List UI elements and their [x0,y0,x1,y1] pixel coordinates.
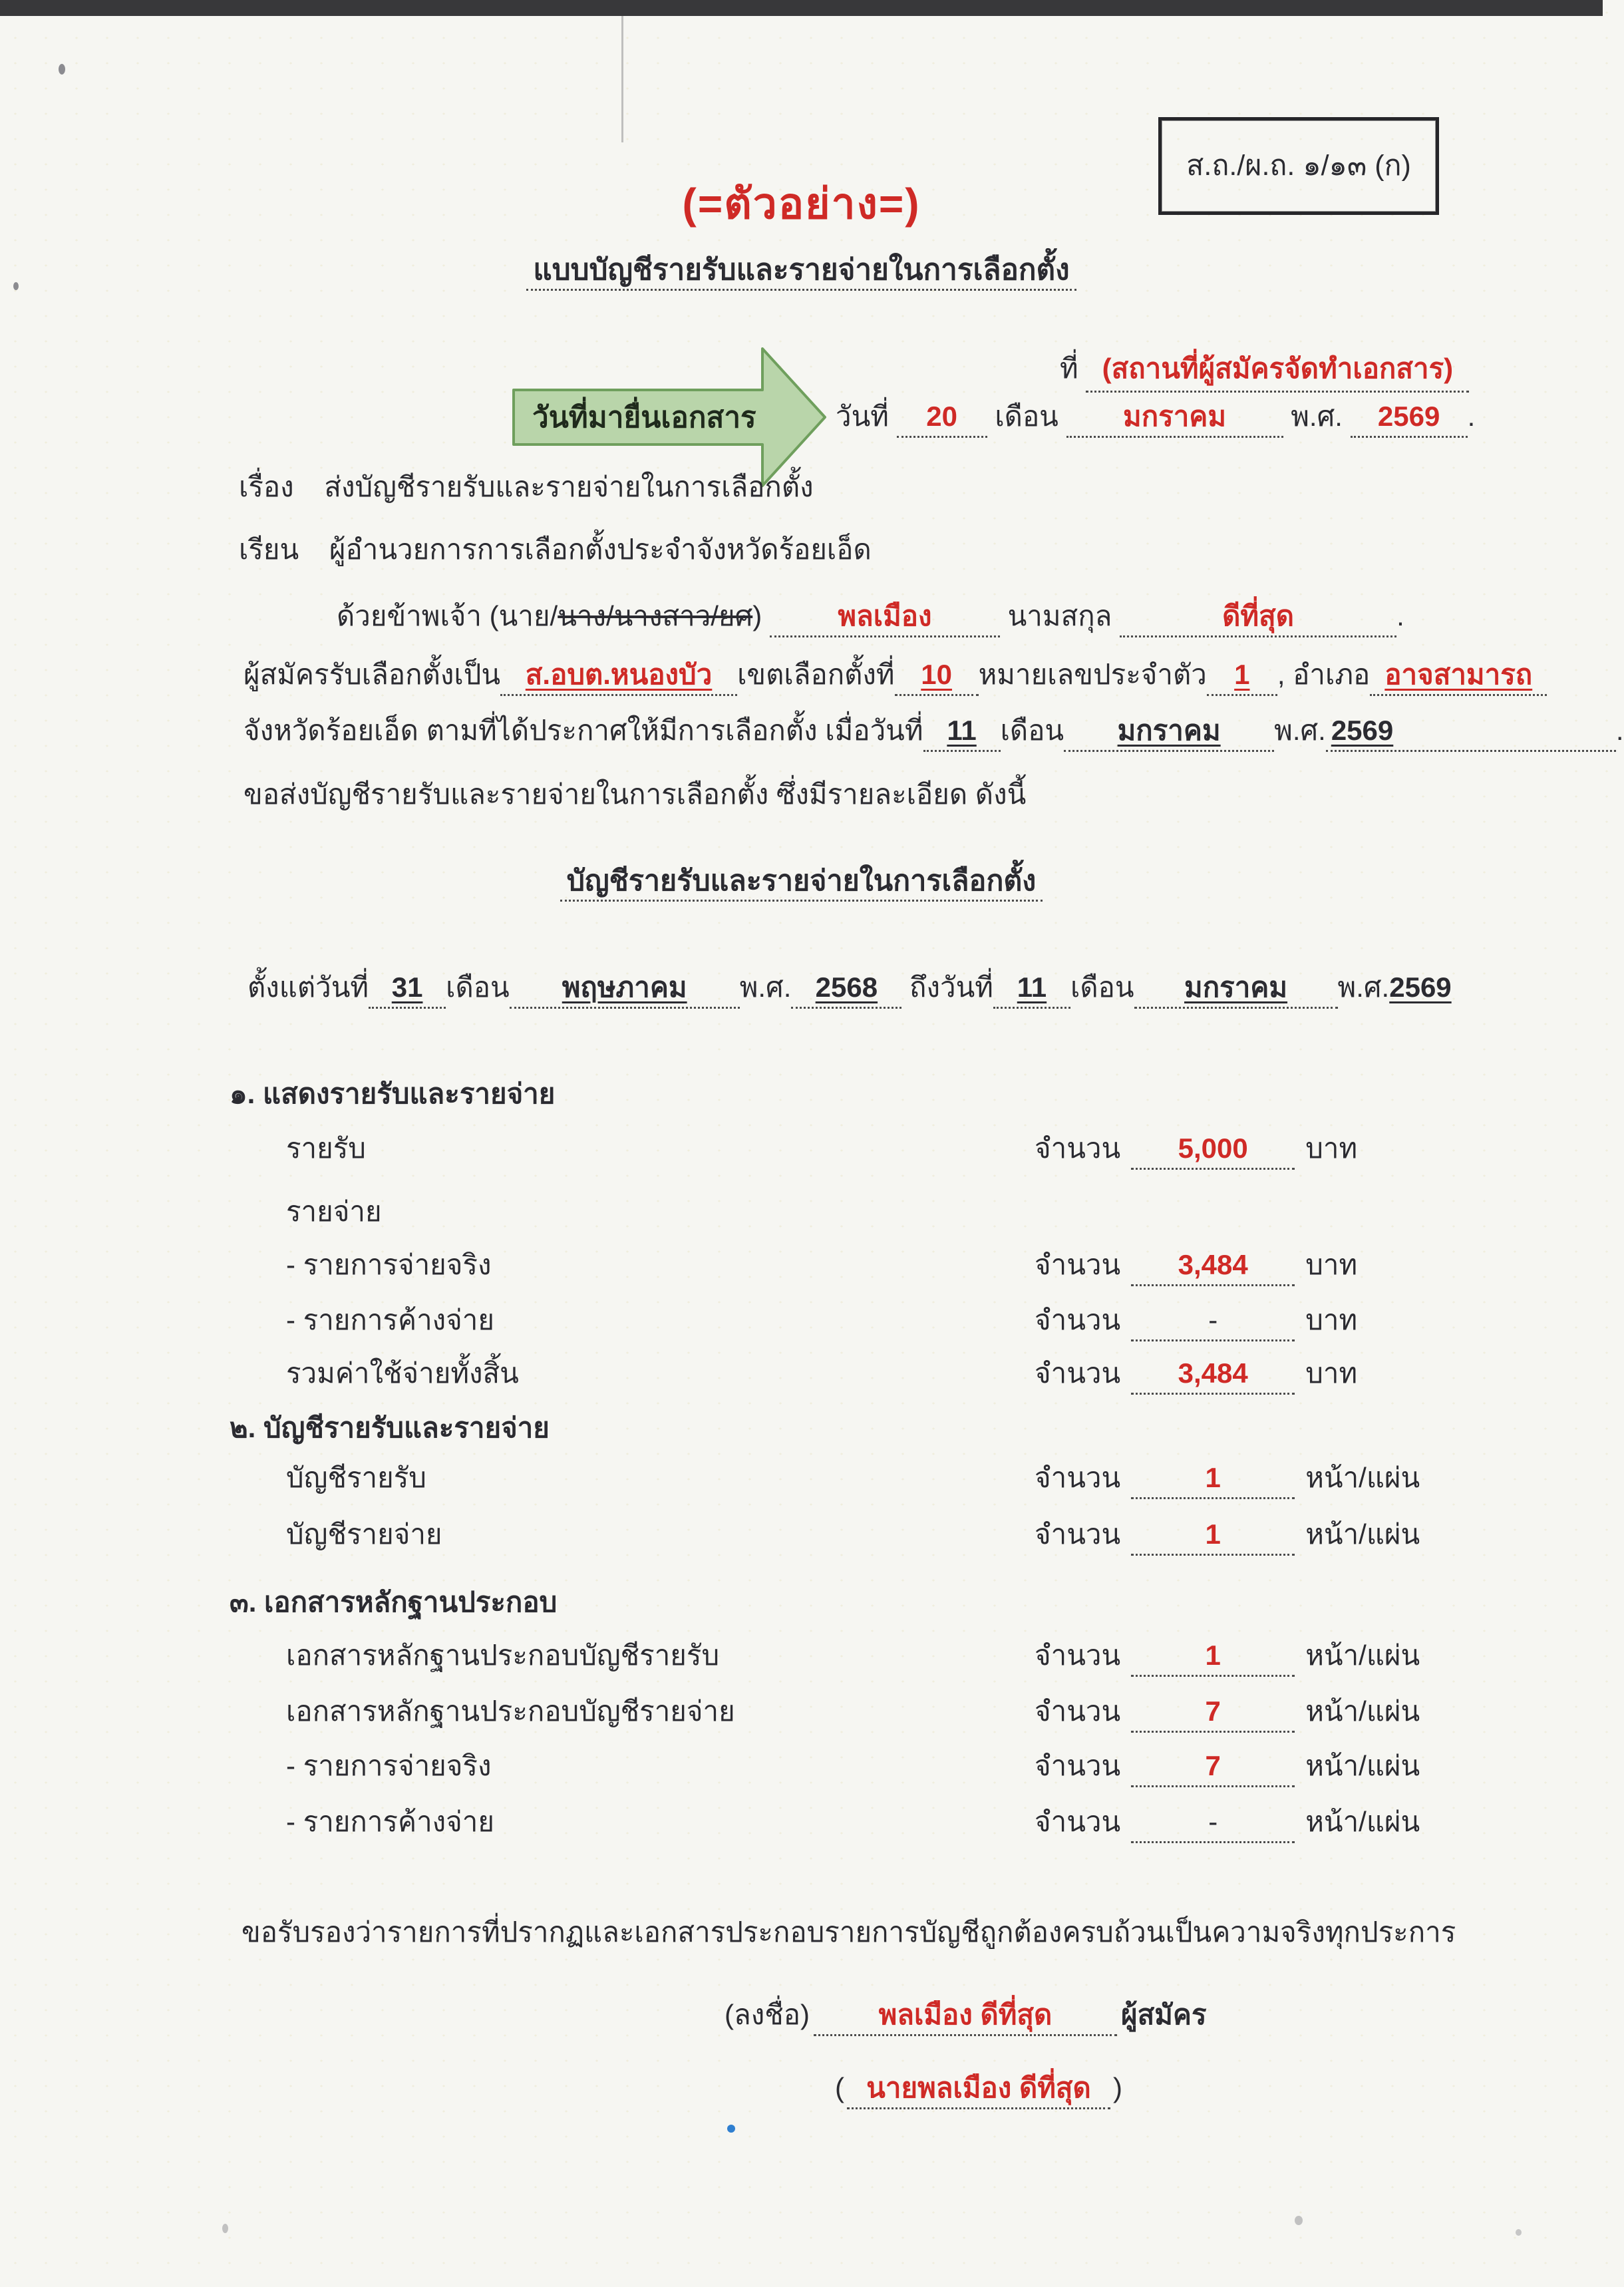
declarant-struck-titles: นาง/นางสาว/ยศ [558,600,753,631]
amount-label: จำนวน [1035,1249,1121,1280]
name-close-paren: ) [1113,2072,1122,2103]
period-from-year: 2568 [815,971,878,1003]
row-label-income: รายรับ [286,1133,366,1164]
date-month-value: มกราคม [1123,401,1227,432]
row-amount-total [1035,1356,1357,1395]
account-heading [0,864,1603,900]
amount-unit: หน้า/แผ่น [1305,1462,1420,1493]
first-name-value: พลเมือง [838,600,932,631]
row-label-paid: - รายการจ่ายจริง [286,1249,492,1280]
form-code: ส.ถ./ผ.ถ. ๑/๑๓ (ก) [1186,149,1411,182]
period-from-label: ตั้งแต่วันที่ [247,971,369,1003]
surname-value: ดีที่สุด [1222,600,1294,631]
date-month-label: เดือน [995,401,1058,432]
period-month-label2: เดือน [1070,971,1134,1003]
date-year-fill [1351,399,1468,438]
amount-unit: หน้า/แผ่น [1305,1518,1420,1550]
row-label-income-ledger: บัญชีรายรับ [286,1462,426,1493]
p1-tail: . [1396,600,1404,631]
candidacy-line [244,657,1547,696]
row-amount-paid-evidence [1035,1749,1420,1787]
amount-value: 7 [1205,1695,1221,1727]
declarant-pre: ด้วยข้าพเจ้า (นาย/ [337,600,558,631]
amount-fill [1131,1461,1295,1499]
signature-fill [814,1998,1117,2036]
district-label: เขตเลือกตั้งที่ [737,659,895,690]
row-label-expense: รายจ่าย [286,1196,382,1227]
closing-line: ขอส่งบัญชีรายรับและรายจ่ายในการเลือกตั้ง ซึ่งมีรายละเอียด ดังนี้ [244,779,1027,810]
amount-fill [1131,1356,1295,1395]
amount-unit: บาท [1305,1249,1358,1280]
scan-speck [1295,2216,1303,2225]
date-day-value: 20 [926,401,958,432]
to-text: ผู้อำนวยการการเลือกตั้งประจำจังหวัดร้อยเอ็ด [329,534,872,565]
row-label-income-evidence: เอกสารหลักฐานประกอบบัญชีรายรับ [286,1640,720,1671]
section-3-title: ๓. เอกสารหลักฐานประกอบ [230,1586,558,1618]
amount-fill [1131,1131,1295,1170]
period-from-month-fill [510,970,740,1009]
subject-label: เรื่อง [239,471,294,502]
announce-year-fill [1326,713,1616,752]
submission-date-line [836,399,1475,438]
announce-day-value: 11 [947,715,977,746]
amount-label: จำนวน [1035,1695,1121,1727]
place-label: ที่ [1060,353,1078,384]
amount-label: จำนวน [1035,1750,1121,1781]
period-year-label1: พ.ศ. [739,971,792,1003]
printed-name-fill [847,2071,1110,2109]
scan-artifact-line [621,16,623,142]
p2-comma: , [1277,659,1285,690]
row-label-total: รวมค่าใช้จ่ายทั้งสิ้น [286,1357,519,1389]
example-stamp: (=ตัวอย่าง=) [682,180,921,228]
document-title-text: แบบบัญชีรายรับและรายจ่ายในการเลือกตั้ง [526,254,1076,291]
amount-value: 7 [1205,1750,1221,1781]
amount-value: 5,000 [1178,1133,1248,1164]
period-from-month: พฤษภาคม [562,971,687,1003]
district-value: 10 [921,659,952,690]
amount-label: จำนวน [1035,1806,1121,1837]
row-amount-income-ledger [1035,1461,1420,1499]
amount-label: จำนวน [1035,1462,1121,1493]
amphoe-value: อาจสามารถ [1384,659,1533,690]
signature-value: พลเมือง ดีที่สุด [878,1999,1053,2030]
amount-value: 1 [1205,1518,1221,1550]
date-year-label: พ.ศ. [1291,401,1343,432]
position-value: ส.อบต.หนองบัว [525,659,713,690]
amphoe-fill [1370,657,1547,696]
row-label-paid-evidence: - รายการจ่ายจริง [286,1750,492,1781]
period-to-month: มกราคม [1184,971,1288,1003]
candidacy-pre: ผู้สมัครรับเลือกตั้งเป็น [244,659,501,690]
announce-year-label: พ.ศ. [1274,715,1326,746]
amount-unit: หน้า/แผ่น [1305,1806,1420,1837]
certification-statement: ขอรับรองว่ารายการที่ปรากฏและเอกสารประกอบรายการบัญชีถูกต้องครบถ้วนเป็นความจริงทุกประการ [242,1916,1456,1948]
p3-tail: . [1615,715,1624,746]
number-value: 1 [1234,659,1250,690]
amount-fill [1131,1517,1295,1556]
subject-text: ส่งบัญชีรายรับและรายจ่ายในการเลือกตั้ง [324,471,814,502]
scan-speck [222,2224,228,2233]
amount-label: จำนวน [1035,1640,1121,1671]
row-amount-income [1035,1131,1357,1170]
row-label-expense-evidence: เอกสารหลักฐานประกอบบัญชีรายจ่าย [286,1695,735,1727]
period-to-year: 2569 [1389,971,1452,1003]
period-year-label2: พ.ศ. [1337,971,1390,1003]
document-title [0,252,1603,288]
amount-unit: บาท [1305,1304,1358,1335]
period-to-label: ถึงวันที่ [909,971,993,1003]
date-year-value: 2569 [1377,401,1440,432]
period-to-day-fill [993,970,1070,1009]
first-name-fill [770,599,1000,637]
period-to-month-fill [1134,970,1338,1009]
date-month-fill [1066,399,1283,438]
amount-value: 1 [1205,1462,1221,1493]
sign-role: ผู้สมัคร [1120,1999,1207,2030]
number-label: หมายเลขประจำตัว [978,659,1207,690]
amount-value: - [1208,1806,1218,1837]
scan-speck [59,64,65,75]
position-fill [500,657,737,696]
row-label-expense-ledger: บัญชีรายจ่าย [286,1518,442,1550]
section-1-title: ๑. แสดงรายรับและรายจ่าย [230,1078,556,1109]
place-line [1060,351,1469,393]
amount-unit: บาท [1305,1357,1358,1389]
amount-fill [1131,1248,1295,1286]
amount-fill [1131,1749,1295,1787]
signature-line [725,1998,1207,2036]
subject-line [239,470,814,505]
amount-fill [1131,1694,1295,1733]
amount-fill [1131,1303,1295,1341]
row-amount-accrued-evidence [1035,1805,1420,1843]
amount-value: 3,484 [1178,1249,1248,1280]
surname-label: นามสกุล [1007,600,1112,631]
amount-unit: หน้า/แผ่น [1305,1750,1420,1781]
amount-value: 1 [1205,1640,1221,1671]
scan-speck [1516,2229,1522,2236]
amount-label: จำนวน [1035,1518,1121,1550]
amount-unit: บาท [1305,1133,1358,1164]
scanner-edge-strip [0,0,1603,16]
name-open-paren: ( [835,2072,844,2103]
declarant-line [337,599,1404,637]
period-from-day-fill [369,970,446,1009]
period-from-year-fill [791,970,901,1009]
printed-name-line [835,2071,1122,2109]
period-from-day: 31 [391,971,423,1003]
amount-value: - [1208,1304,1218,1335]
row-label-accrued-evidence: - รายการค้างจ่าย [286,1806,494,1837]
amount-label: จำนวน [1035,1133,1121,1164]
row-amount-accrued [1035,1303,1357,1341]
amount-unit: หน้า/แผ่น [1305,1695,1420,1727]
date-day-label: วันที่ [836,401,889,432]
announce-day-fill [923,713,1001,752]
number-fill [1207,657,1277,696]
amount-label: จำนวน [1035,1357,1121,1389]
period-month-label1: เดือน [446,971,510,1003]
announcement-pre: จังหวัดร้อยเอ็ด ตามที่ได้ประกาศให้มีการเลือกตั้ง เมื่อวันที่ [244,715,923,746]
date-day-fill [897,399,987,438]
surname-fill [1120,599,1396,637]
amount-label: จำนวน [1035,1304,1121,1335]
row-amount-expense-ledger [1035,1517,1420,1556]
row-label-accrued: - รายการค้างจ่าย [286,1304,494,1335]
announce-year-value: 2569 [1331,715,1394,746]
printed-name-value: นายพลเมือง ดีที่สุด [866,2072,1091,2103]
section-2-title: ๒. บัญชีรายรับและรายจ่าย [230,1412,550,1443]
amount-fill [1131,1638,1295,1677]
amphoe-label: อำเภอ [1293,659,1371,690]
declarant-pre-close: ) [752,600,762,631]
period-line [247,970,1452,1009]
place-fill-line [1086,351,1469,393]
place-value: (สถานที่ผู้สมัครจัดทำเอกสาร) [1102,353,1454,384]
district-fill [895,657,979,696]
amount-fill [1131,1805,1295,1843]
scan-speck [727,2125,735,2133]
date-tail: . [1467,401,1476,432]
arrow-note: วันที่มายื่นเอกสาร [532,401,756,434]
row-amount-income-evidence [1035,1638,1420,1677]
sign-label: (ลงชื่อ) [725,1999,810,2030]
announce-month-value: มกราคม [1117,715,1221,746]
row-amount-expense-evidence [1035,1694,1420,1733]
row-amount-paid [1035,1248,1357,1286]
period-to-day: 11 [1017,971,1047,1003]
to-line [239,532,872,568]
amount-value: 3,484 [1178,1357,1248,1389]
account-heading-text: บัญชีรายรับและรายจ่ายในการเลือกตั้ง [560,865,1043,902]
announce-month-fill [1064,713,1274,752]
announce-month-label: เดือน [1000,715,1064,746]
to-label: เรียน [239,534,299,565]
announcement-line [244,713,1624,752]
amount-unit: หน้า/แผ่น [1305,1640,1420,1671]
